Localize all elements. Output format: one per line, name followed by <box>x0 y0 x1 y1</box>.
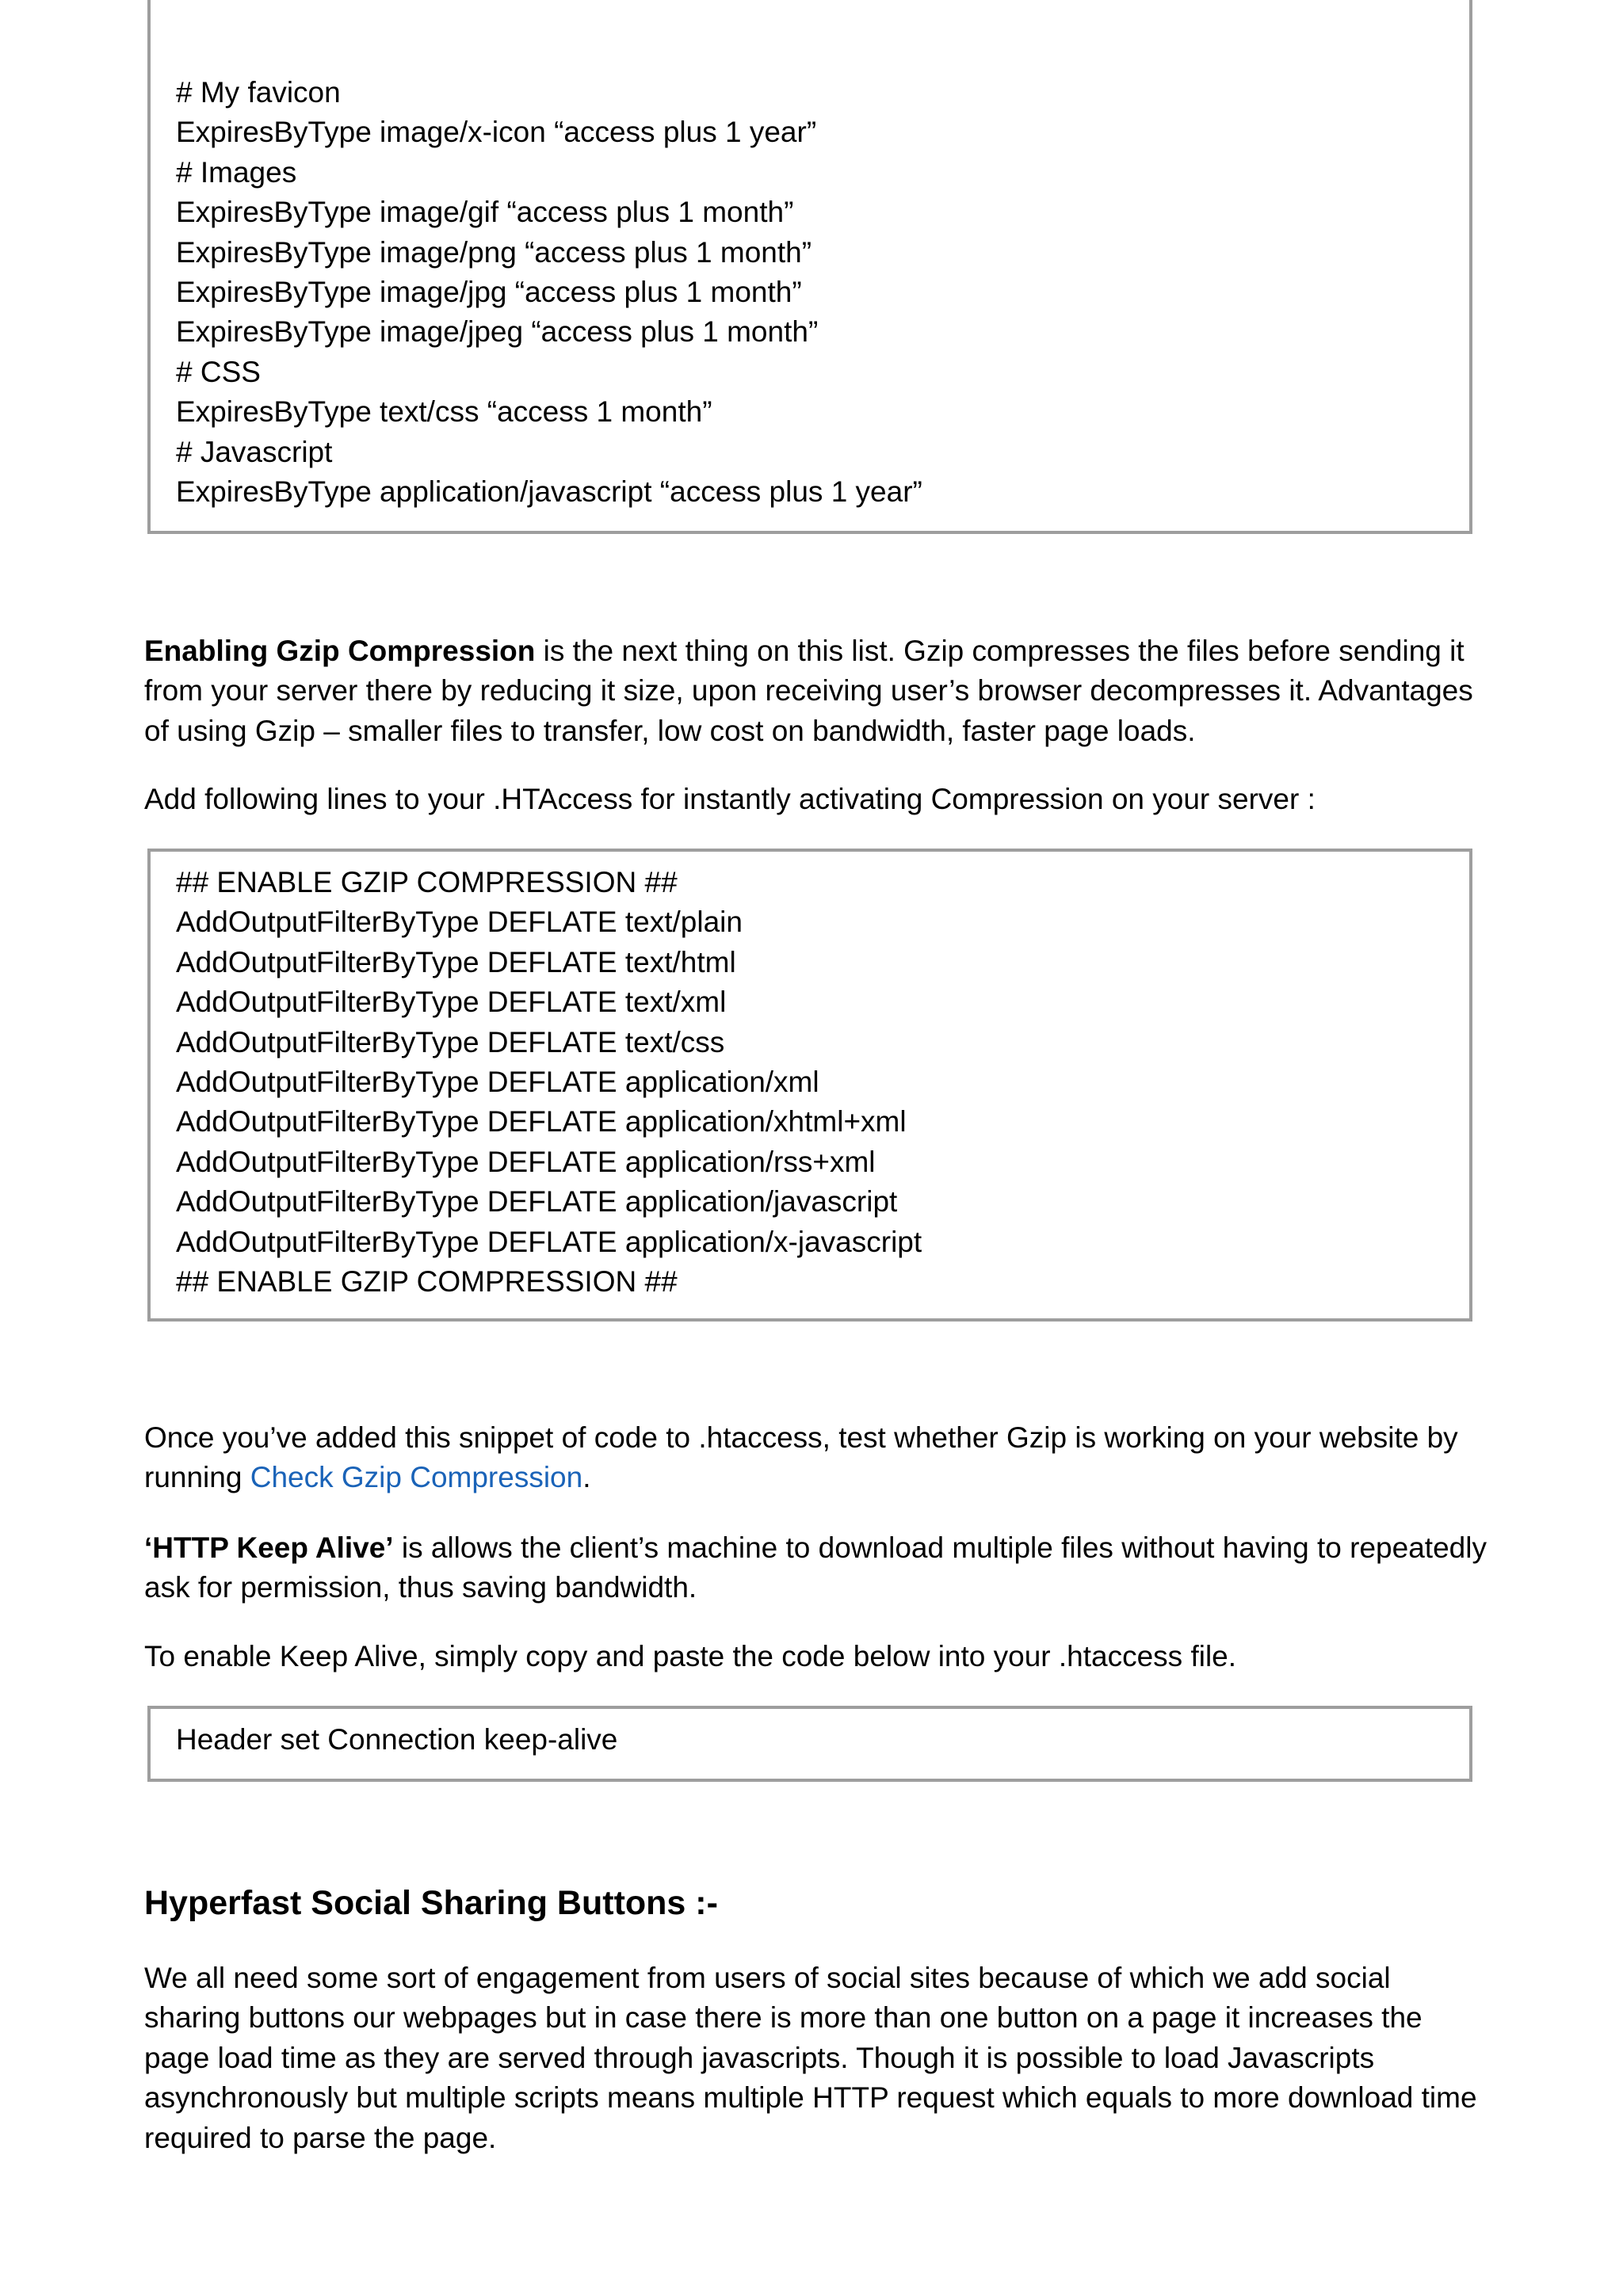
code-line: AddOutputFilterByType DEFLATE application/x-javascript <box>176 1225 922 1258</box>
code-line: ExpiresByType application/javascript “access plus 1 year” <box>176 475 922 509</box>
code-line: ## ENABLE GZIP COMPRESSION ## <box>176 1265 678 1299</box>
code-line: AddOutputFilterByType DEFLATE application/rss+xml <box>176 1145 876 1178</box>
code-line: ExpiresByType image/jpg “access plus 1 month” <box>176 276 802 309</box>
gzip-test-text: Once you’ve added this snippet of code to .htaccess, test whether Gzip is working on your website by running <box>144 1421 1458 1494</box>
code-line: AddOutputFilterByType DEFLATE application/javascript <box>176 1185 898 1219</box>
keepalive-intro-text: is allows the client’s machine to download multiple files without having to repeatedly ask for permission, thus saving bandwidth. <box>144 1531 1487 1604</box>
social-sharing-paragraph: We all need some sort of engagement from users of social sites because of which we add social sharing buttons our webpages but in case there is more than one button on a page it increases the page load time as they are served through javascripts. Though it is possible to load Javascripts asynchronously but multiple scripts means multiple HTTP request which equals to more download time required to parse the page. <box>144 1962 1477 2154</box>
code-line: # My favicon <box>176 76 341 109</box>
keepalive-intro-bold: ‘HTTP Keep Alive’ <box>144 1531 394 1564</box>
keepalive-intro-paragraph <box>144 1528 1491 1608</box>
social-sharing-heading: Hyperfast Social Sharing Buttons :- <box>144 1884 718 1922</box>
gzip-intro-text: is the next thing on this list. Gzip compresses the files before sending it from your server there by reducing it size, upon receiving user’s browser decompresses it. Advantages of using Gzip – smaller files to transfer, low cost on bandwidth, faster page loads. <box>144 635 1473 747</box>
gzip-test-period: . <box>582 1461 591 1494</box>
code-line: ExpiresByType image/x-icon “access plus 1 year” <box>176 116 817 149</box>
code-line: AddOutputFilterByType DEFLATE text/xml <box>176 986 727 1019</box>
code-line: # Images <box>176 155 297 189</box>
code-line: # CSS <box>176 355 261 388</box>
keepalive-code-block <box>147 1706 1472 1782</box>
gzip-intro-bold: Enabling Gzip Compression <box>144 635 536 667</box>
gzip-test-paragraph <box>144 1418 1491 1498</box>
code-line: AddOutputFilterByType DEFLATE text/plain <box>176 906 743 939</box>
check-gzip-link[interactable]: Check Gzip Compression <box>250 1461 583 1494</box>
code-line: # Javascript <box>176 435 333 468</box>
code-line: AddOutputFilterByType DEFLATE application/xml <box>176 1066 819 1099</box>
expires-code-block <box>147 0 1472 534</box>
code-line: AddOutputFilterByType DEFLATE text/html <box>176 945 736 978</box>
code-line: ExpiresByType text/css “access 1 month” <box>176 395 712 429</box>
gzip-instruction: Add following lines to your .HTAccess for instantly activating Compression on your server : <box>144 783 1316 815</box>
code-line: ExpiresByType image/png “access plus 1 month” <box>176 235 812 269</box>
gzip-code-block <box>147 849 1472 1322</box>
code-line: AddOutputFilterByType DEFLATE text/css <box>176 1025 725 1058</box>
code-line: Header set Connection keep-alive <box>176 1723 618 1756</box>
code-line: ExpiresByType image/gif “access plus 1 month” <box>176 196 794 229</box>
code-line: ## ENABLE GZIP COMPRESSION ## <box>176 866 678 898</box>
keepalive-instruction: To enable Keep Alive, simply copy and paste the code below into your .htaccess file. <box>144 1640 1237 1672</box>
code-line: ExpiresByType image/jpeg “access plus 1 month” <box>176 315 819 349</box>
code-line: AddOutputFilterByType DEFLATE application/xhtml+xml <box>176 1105 907 1138</box>
gzip-intro-paragraph <box>144 631 1491 751</box>
